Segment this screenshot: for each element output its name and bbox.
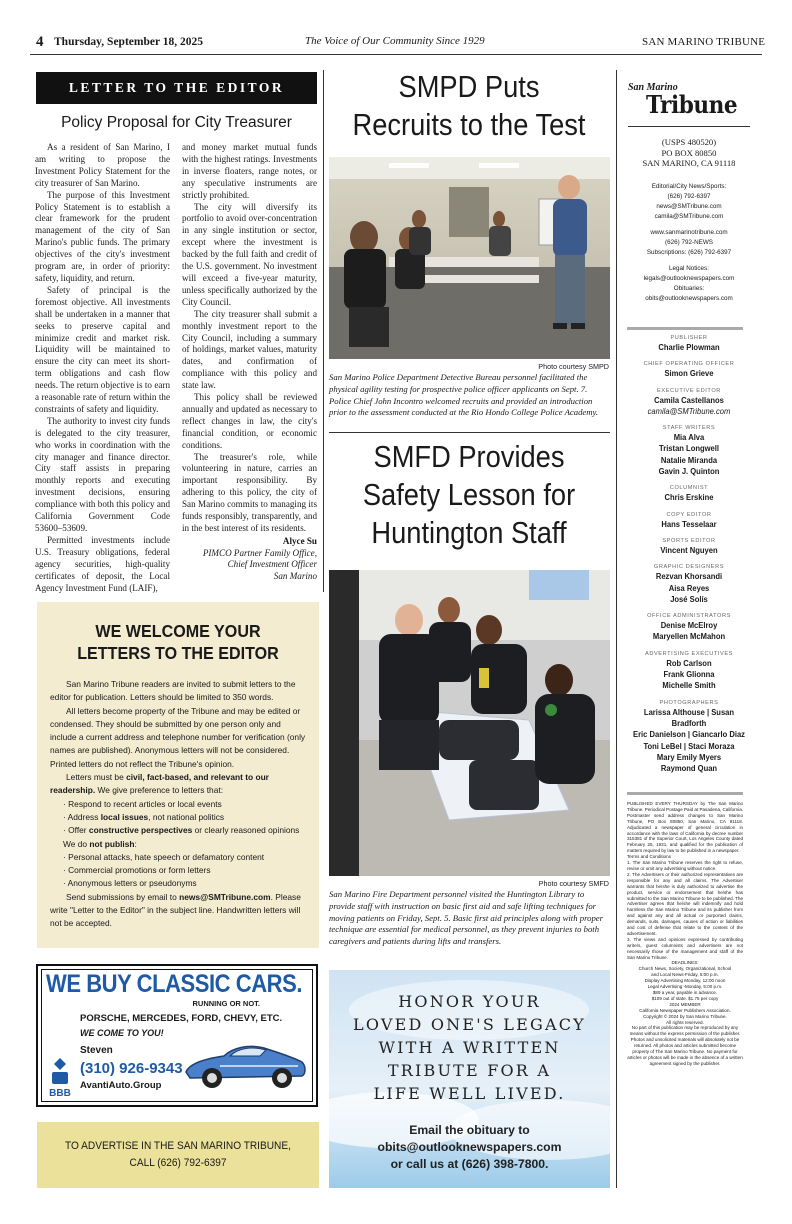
staff-name: Charlie Plowman bbox=[658, 343, 720, 352]
column-divider bbox=[323, 70, 324, 592]
signature-title: PIMCO Partner Family Office, bbox=[202, 547, 317, 558]
staff-name: Larissa Althouse | Susan Bradforth bbox=[643, 707, 735, 728]
section-divider bbox=[329, 432, 610, 433]
legal-paragraph: 1. The San Marino Tribune reserves the right to refuse, revise or omit any advertising without notice. bbox=[627, 860, 743, 871]
letter-paragraph: The purpose of this Investment Policy Statement is to establish a clear framework for the prudent management of the city of San Marino's public funds. The primary objectives of the city's investment program are, in order of priority: safety, liquidity, and return. bbox=[35, 189, 170, 283]
smfd-training-photo bbox=[329, 570, 610, 876]
staff-name: Camila Castellanos bbox=[654, 395, 724, 405]
list-item: · Address local issues, not national politics bbox=[63, 811, 308, 824]
staff-name: Raymond Quan bbox=[660, 764, 718, 774]
classic-car-illustration bbox=[180, 1030, 310, 1095]
smfd-photo-credit: Photo courtesy SMFD bbox=[538, 879, 609, 888]
legal-line: No part of this publication may be reproduced by any means without the express permission of the publisher. bbox=[629, 1025, 741, 1037]
list-item: · Personal attacks, hate speech or defamatory content bbox=[63, 851, 308, 864]
advertise-text bbox=[48, 1138, 307, 1172]
honor-line: LOVED ONE'S LEGACY bbox=[353, 1015, 586, 1034]
preference-list bbox=[50, 798, 308, 838]
welcome-paragraph: Letters must be civil, fact-based, and relevant to our readership. We give preference to letters that: bbox=[50, 772, 269, 796]
headline-line: SMPD Puts bbox=[398, 69, 540, 104]
cars-ad-subhead: RUNNING OR NOT. bbox=[192, 999, 260, 1008]
legal-line: All rights reserved. bbox=[666, 1019, 704, 1025]
honor-ad-contact bbox=[329, 1122, 610, 1173]
staff-role: EXECUTIVE EDITOR bbox=[657, 387, 721, 394]
staff-name: Eric Danielson | Giancarlo Diaz bbox=[633, 730, 745, 740]
letter-paragraph: Permitted investments include U.S. Treasury obligations, federal agency securities, high-quality certificates of deposit, the Local Agency Investment Fund (LAIF), bbox=[35, 534, 170, 593]
website-link[interactable]: www.sanmarinotribune.com bbox=[650, 229, 728, 236]
advertise-phone[interactable]: CALL (626) 792-6397 bbox=[129, 1157, 227, 1169]
staff-name: Denise McElroy bbox=[660, 621, 718, 631]
signature-city: San Marino bbox=[273, 570, 317, 581]
legal-heading: Terms and Conditions bbox=[627, 854, 671, 860]
staff-role: OFFICE ADMINISTRATORS bbox=[647, 613, 731, 620]
cars-ad-tagline: WE COME TO YOU! bbox=[80, 1028, 164, 1038]
legal-paragraph: PUBLISHED EVERY THURSDAY by The San Marino Tribune. Periodical Postage Paid at Pasadena, California. Postmaster send address changes to San Marino Tribune, PO Box 80850, San Marino, CA 91118. Adjudicated a newspaper of general circulation in accordance with the laws of California by decree number 315381 of the Superior Court, Los Angeles County dated February 25, 1931, and qualified for the publication of matters required by law to be published in a newspaper. bbox=[627, 801, 743, 854]
cars-ad-phone[interactable]: (310) 926-9343 bbox=[80, 1060, 183, 1077]
masthead-logo-small: San Marino bbox=[628, 82, 678, 93]
staff-role: PHOTOGRAPHERS bbox=[659, 699, 719, 706]
signature-name: Alyce Su bbox=[282, 536, 317, 546]
staff-divider bbox=[627, 327, 743, 330]
smfd-headline bbox=[345, 438, 593, 552]
legal-line: California Newspaper Publishers Association. bbox=[639, 1007, 731, 1013]
staff-name: Gavin J. Quinton bbox=[658, 467, 720, 477]
legal-paragraph: 2. The Advertisers or their authorized representatives are responsible for any and all claims. The Advertiser warrants that he/she is duly authorized to advertise the product, service or endorsement that he/she has submitted to the San Marino Tribune to be published. The Advertiser agrees that he/she will indemnify and hold harmless the San Marino Tribune and its publisher from and against any and all actual or purported claims, demands, suits, damages, causes of action or liabilities and cost of defense that relate to the content of the advertisement. bbox=[627, 871, 743, 936]
legal-line: 2024 MEMBER bbox=[669, 1001, 701, 1007]
address-line: PO BOX 80850 bbox=[661, 147, 717, 158]
masthead-divider bbox=[628, 126, 750, 127]
column-divider bbox=[616, 70, 617, 1188]
staff-role: ADVERTISING EXECUTIVES bbox=[644, 650, 733, 657]
advertise-line: TO ADVERTISE IN THE SAN MARINO TRIBUNE, bbox=[65, 1140, 291, 1152]
issue-date: Thursday, September 18, 2025 bbox=[54, 36, 203, 48]
staff-name: Chris Erskine bbox=[664, 493, 714, 503]
cars-ad-contact: Steven bbox=[80, 1045, 113, 1056]
staff-name: Simon Grieve bbox=[664, 369, 714, 379]
legal-line: Church News, Society, Organizational, School bbox=[638, 966, 732, 972]
letter-headline: Policy Proposal for City Treasurer bbox=[61, 114, 292, 131]
list-item: · Respond to recent articles or local events bbox=[63, 798, 308, 811]
contact-email[interactable]: legals@outlooknewspapers.com bbox=[643, 275, 735, 282]
letter-paragraph: and money market mutual funds with the highest ratings. Investments in inverse floaters, range notes, or any speculative instruments are strictly prohibited. bbox=[182, 142, 317, 200]
welcome-title-line: LETTERS TO THE EDITOR bbox=[77, 643, 279, 663]
honor-line: TRIBUTE FOR A bbox=[387, 1061, 552, 1080]
staff-box bbox=[623, 334, 755, 774]
smpd-photo-credit: Photo courtesy SMPD bbox=[538, 362, 609, 371]
bbb-text: BBB bbox=[49, 1088, 71, 1099]
contact-label: Editorial/City News/Sports: bbox=[651, 183, 727, 190]
welcome-body bbox=[50, 678, 308, 931]
subscriptions-phone[interactable]: Subscriptions: (626) 792-6397 bbox=[646, 249, 732, 256]
staff-role: COPY EDITOR bbox=[666, 511, 712, 518]
paper-slogan: The Voice of Our Community Since 1929 bbox=[305, 35, 485, 47]
smpd-recruits-photo bbox=[329, 157, 610, 359]
contact-phone[interactable]: (626) 792-NEWS bbox=[665, 239, 713, 246]
staff-name: Mia Alva bbox=[673, 433, 705, 443]
letter-paragraph: The authority to invest city funds is delegated to the city treasurer, who works in coordination with the city manager and finance director. City staff assists in preparing monthly reports and executing investment decisions, ensuring compliance with both this policy and California Government Code 53600–53609. bbox=[35, 415, 170, 533]
staff-name: Mary Emily Myers bbox=[656, 752, 722, 762]
welcome-title-line: WE WELCOME YOUR bbox=[95, 621, 261, 641]
letter-signature bbox=[166, 536, 317, 582]
staff-role: COLUMNIST bbox=[669, 485, 709, 492]
list-item: · Anonymous letters or pseudonyms bbox=[63, 877, 308, 890]
staff-name: Natalie Miranda bbox=[660, 455, 718, 465]
honor-line: LIFE WELL LIVED. bbox=[373, 1084, 566, 1103]
letter-column-2 bbox=[182, 142, 317, 535]
headline-line: SMFD Provides bbox=[373, 439, 565, 474]
letter-banner: LETTER TO THE EDITOR bbox=[36, 72, 317, 104]
staff-name: Maryellen McMahon bbox=[652, 632, 726, 642]
paper-name: SAN MARINO TRIBUNE bbox=[642, 36, 766, 48]
letter-paragraph: The city will diversify its portfolio to avoid over-concentration in any single institution or sector, except where the investment is backed by the full faith and credit of the U.S. government. No investment will exceed a five-year maturity, unless specifically authorized by the City Council. bbox=[182, 201, 317, 307]
legal-line: Photos and unsolicited materials will absolutely not be returned. All photos and articles submitted become property of The San Marino Tribune. No payment for articles or photos will be made in the absence of a written agreement signed by the publisher. bbox=[627, 1037, 743, 1066]
legal-line: $89 a year, payable in advance. bbox=[652, 990, 718, 995]
masthead-address bbox=[623, 137, 755, 169]
not-publish-label: We do not publish: bbox=[63, 838, 137, 849]
rejection-list bbox=[50, 851, 308, 891]
welcome-title bbox=[48, 620, 307, 664]
signature-title: Chief Investment Officer bbox=[227, 559, 317, 570]
staff-name: Rob Carlson bbox=[666, 658, 712, 668]
contact-email[interactable]: camila@SMTribune.com bbox=[654, 213, 724, 220]
staff-name: José Solís bbox=[670, 594, 708, 604]
cars-ad-headline: WE BUY CLASSIC CARS. bbox=[46, 970, 303, 998]
staff-name: Toni LeBel | Staci Moraza bbox=[643, 741, 735, 751]
staff-divider bbox=[627, 792, 743, 795]
list-item: · Offer constructive perspectives or clearly reasoned opinions bbox=[63, 824, 308, 837]
letter-paragraph: The treasurer's role, while volunteering in nature, carries an important responsibility. By adhering to this policy, the city of San Marino commits to managing its funds responsibly, transparently, and in the best interest of its residents. bbox=[182, 451, 317, 533]
list-item: · Commercial promotions or form letters bbox=[63, 864, 308, 877]
legal-line: $109 out of state. $1.75 per copy bbox=[651, 995, 719, 1001]
contact-label: Obituaries: bbox=[673, 285, 705, 292]
bbb-logo-icon bbox=[46, 1056, 74, 1100]
staff-role: STAFF WRITERS bbox=[662, 425, 716, 432]
staff-name: Frank Glionna bbox=[663, 670, 715, 680]
submission-email[interactable]: news@SMTribune.com bbox=[179, 891, 271, 902]
masthead-logo: Tribune bbox=[646, 90, 738, 119]
staff-name: Tristan Longwell bbox=[659, 444, 719, 454]
staff-role: PUBLISHER bbox=[670, 335, 708, 341]
staff-email[interactable]: camila@SMTribune.com bbox=[647, 406, 731, 416]
honor-ad-headline bbox=[329, 990, 610, 1105]
page-number: 4 bbox=[36, 34, 44, 50]
letter-paragraph: This policy shall be reviewed annually and updated as necessary to reflect changes in law, the city's financial condition, or economic conditions. bbox=[182, 392, 317, 450]
address-line: (USPS 480520) bbox=[661, 137, 717, 147]
masthead-contacts bbox=[623, 182, 755, 304]
legal-line: Copyright © 2024 by San Marino Tribune. bbox=[643, 1013, 727, 1019]
staff-name: Rezvan Khorsandi bbox=[655, 572, 723, 582]
welcome-paragraph: San Marino Tribune readers are invited to submit letters to the editor for publication. Letters should be limited to 350 words. bbox=[50, 679, 296, 703]
smpd-caption: San Marino Police Department Detective Bureau personnel facilitated the physical agility testing for prospective police officer applicants on Sept. 7. Police Chief John Incontro welcomed recruits and provided an introduction prior to the assessment conducted at the Rio Hondo College Police Academy. bbox=[329, 372, 599, 418]
staff-name: Aisa Reyes bbox=[668, 583, 710, 593]
welcome-paragraph: All letters become property of the Tribune and may be edited or condensed. They should be submitted by one person only and include a current address and telephone number for verification (only names are published). Anonymous letters will not be considered. Printed letters do not reflect the Tribune's opinion. bbox=[50, 705, 306, 769]
staff-role: GRAPHIC DESIGNERS bbox=[653, 564, 725, 571]
address-line: SAN MARINO, CA 91118 bbox=[642, 158, 736, 169]
staff-role: CHIEF OPERATING OFFICER bbox=[643, 361, 735, 368]
honor-contact-line: Email the obituary to bbox=[409, 1123, 530, 1137]
letter-paragraph: The city treasurer shall submit a monthly investment report to the City Council, including a summary of holdings, market values, maturity dates, and confirmation of compliance with this policy and state law. bbox=[182, 308, 317, 391]
obits-phone[interactable]: or call us at (626) 398-7800. bbox=[390, 1157, 549, 1171]
contact-label: Legal Notices: bbox=[669, 265, 709, 272]
legal-line: and Local News-Friday, 5:00 p.m. bbox=[651, 972, 719, 978]
legal-heading: DEADLINES: bbox=[671, 960, 699, 966]
letter-paragraph: As a resident of San Marino, I am writing to propose the Investment Policy Statement for the city treasurer of San Marino. bbox=[35, 142, 170, 188]
legal-line: Legal Advertising -Monday, 5:00 p.m. bbox=[647, 984, 723, 990]
cars-ad-website[interactable]: AvantiAuto.Group bbox=[80, 1080, 162, 1091]
obits-email-link[interactable]: obits@outlooknewspapers.com bbox=[377, 1140, 562, 1154]
legal-paragraph: 3. The views and opinions expressed by contributing writers, guest columnists and advertisers are not necessarily those of the management and staff of the San Marino Tribune. bbox=[627, 936, 743, 960]
staff-role: SPORTS EDITOR bbox=[662, 537, 716, 544]
letter-paragraph: Safety of principal is the foremost objective. All investments shall be undertaken in a manner that seeks to preserve capital and minimize credit and market risk. Liquidity will be maintained to ensure the city can meet its short-term obligations and cash flow needs. The return objective is to earn a reasonable rate of return within the constraints of safety and liquidity. bbox=[35, 284, 170, 414]
smfd-caption: San Marino Fire Department personnel visited the Huntington Library to provide staff with instruction on basic first aid and safe lifting techniques for moving patients on Friday, Sept. 5. Basic first aid principles along with proper technique are essential for medical personnel, as they prevent injuries to both caregivers and patients during lifts and transfers. bbox=[329, 889, 604, 947]
contact-phone[interactable]: (626) 792-6397 bbox=[667, 193, 711, 200]
legal-line: Display Advertising Monday, 12:00 noon bbox=[644, 978, 726, 984]
honor-line: WITH A WRITTEN bbox=[378, 1038, 561, 1057]
headline-line: Safety Lesson for bbox=[362, 477, 576, 512]
staff-name: Hans Tesselaar bbox=[661, 519, 717, 529]
legal-notice bbox=[627, 801, 743, 1067]
letter-column-1 bbox=[35, 142, 170, 594]
header-divider bbox=[30, 54, 762, 55]
headline-line: Huntington Staff bbox=[371, 515, 567, 550]
welcome-paragraph: Send submissions by email to news@SMTribune.com. Please write "Letter to the Editor" in the subject line. Handwritten letters will not be accepted. bbox=[50, 891, 301, 929]
contact-email[interactable]: obits@outlooknewspapers.com bbox=[645, 295, 733, 302]
staff-name: Vincent Nguyen bbox=[660, 545, 718, 555]
headline-line: Recruits to the Test bbox=[352, 107, 586, 142]
cars-ad-makes: PORSCHE, MERCEDES, FORD, CHEVY, ETC. bbox=[80, 1013, 283, 1024]
smpd-headline bbox=[345, 68, 593, 144]
staff-name: Michelle Smith bbox=[662, 681, 716, 691]
contact-email[interactable]: news@SMTribune.com bbox=[656, 203, 722, 210]
honor-line: HONOR YOUR bbox=[398, 992, 541, 1011]
